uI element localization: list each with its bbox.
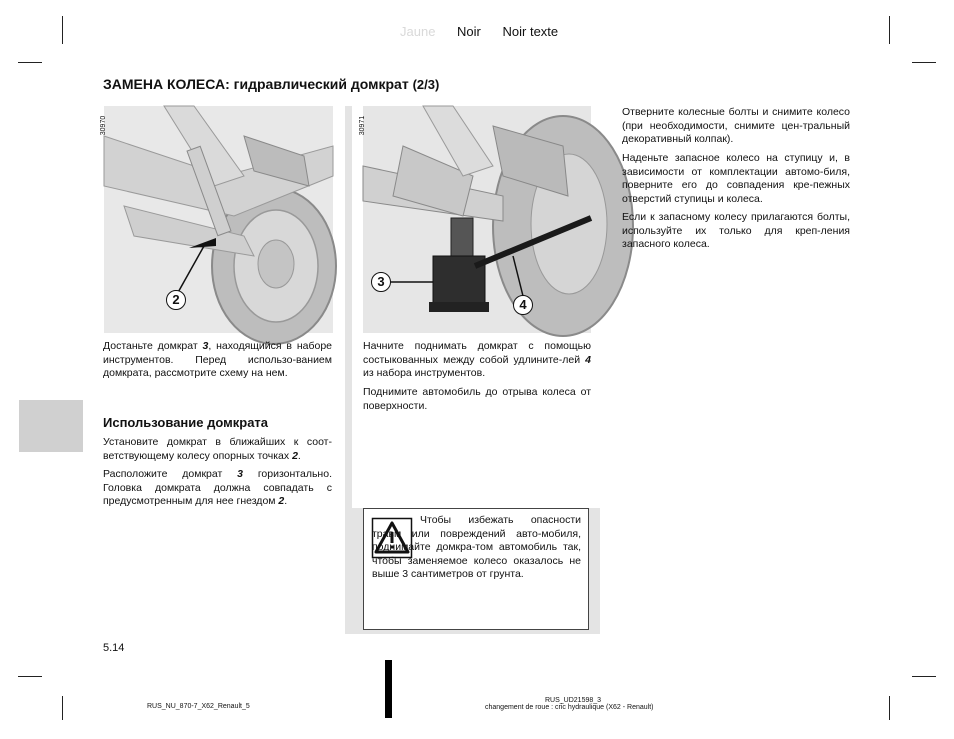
ref-number: 4 — [585, 353, 591, 366]
section-tab — [19, 400, 83, 452]
process-color-jaune: Jaune — [400, 24, 436, 39]
crop-mark — [62, 696, 63, 720]
figure-jack-lifting-drawing — [363, 106, 591, 333]
footer-right-line2: changement de roue : cric hydraulique (X62 - Renault) — [485, 704, 654, 711]
col2-paragraph-2: Поднимите автомобиль до отрыва колеса от поверхности. — [363, 386, 591, 412]
crop-mark — [889, 696, 890, 720]
callout-3: 3 — [371, 272, 391, 292]
ref-number: 2 — [292, 449, 298, 462]
ref-number: 2 — [278, 495, 285, 507]
warning-box — [363, 508, 589, 630]
col1-paragraph-2 — [103, 436, 332, 463]
col3-paragraph-2: Наденьте запасное колесо на ступицу и, в зависимости от комплектации автомо-биля, поверните его до совпадения кре-пежных отверстий ступицы и колеса. — [622, 152, 850, 205]
figure-jack-placement — [100, 106, 333, 333]
text: Установите домкрат в ближайших к соот-ветствующему колесу опорных точках — [103, 436, 332, 462]
page-title-part: (2/3) — [412, 77, 440, 92]
figure-code: 30971 — [359, 115, 367, 136]
ref-number: 3 — [202, 340, 209, 352]
page-title-main: ЗАМЕНА КОЛЕСА: гидравлический домкрат — [103, 76, 409, 92]
figure-jack-placement-drawing — [104, 106, 333, 333]
page-number: 5.14 — [103, 642, 125, 654]
column-inner-lower — [352, 630, 600, 634]
crop-mark — [18, 62, 42, 63]
footer-left: RUS_NU_870-7_X62_Renault_5 — [147, 703, 250, 710]
process-colors — [400, 24, 576, 39]
ref-number: 3 — [237, 468, 243, 480]
col2-paragraph-1 — [363, 340, 591, 381]
crop-mark — [18, 676, 42, 677]
page-title — [103, 76, 439, 92]
figure-jack-lifting — [359, 106, 591, 333]
process-color-noir-texte: Noir texte — [502, 24, 559, 39]
section-heading: Использование домкрата — [103, 415, 269, 430]
text: Начните поднимать домкрат с помощью состыкованных между собой удлините-лей — [363, 340, 591, 366]
text: Расположите домкрат — [103, 468, 238, 480]
figure-code: 30970 — [100, 115, 108, 136]
text: Достаньте домкрат — [103, 340, 203, 352]
process-color-noir: Noir — [457, 24, 481, 39]
footer-right-line1: RUS_UD21598_3 — [545, 697, 602, 704]
crop-mark — [889, 16, 890, 44]
callout-2: 2 — [166, 290, 186, 310]
col1-paragraph-1 — [103, 340, 332, 381]
crop-mark — [62, 16, 63, 44]
col3-paragraph-1: Отверните колесные болты и снимите колесо (при необходимости, снимите цен-тральный декоративный колпак). — [622, 106, 850, 145]
col3-paragraph-3: Если к запасному колесу прилагаются болты, используйте их только для креп-ления запасного колеса. — [622, 211, 850, 250]
binding-bar — [385, 660, 392, 718]
warning-text: Чтобы избежать опасности травм или повреждений авто-мобиля, поднимайте домкра-том автомобиль так, чтобы заменяемое колесо оказалось не выше 3 сантиметров от грунта. — [372, 514, 581, 580]
callout-4: 4 — [513, 295, 533, 315]
col1-paragraph-3 — [103, 468, 332, 509]
crop-mark — [912, 676, 936, 677]
crop-mark — [912, 62, 936, 63]
text: из набора инструментов. — [363, 367, 486, 379]
text: . — [297, 449, 301, 462]
text: горизонтально. Головка домкрата должна совпадать с предусмотренным для нее гнездом — [103, 468, 332, 507]
text: . — [284, 495, 288, 507]
text: , находящийся в наборе инструментов. Перед использо-ванием домкрата, рассмотрите схему на нем. — [103, 340, 332, 379]
